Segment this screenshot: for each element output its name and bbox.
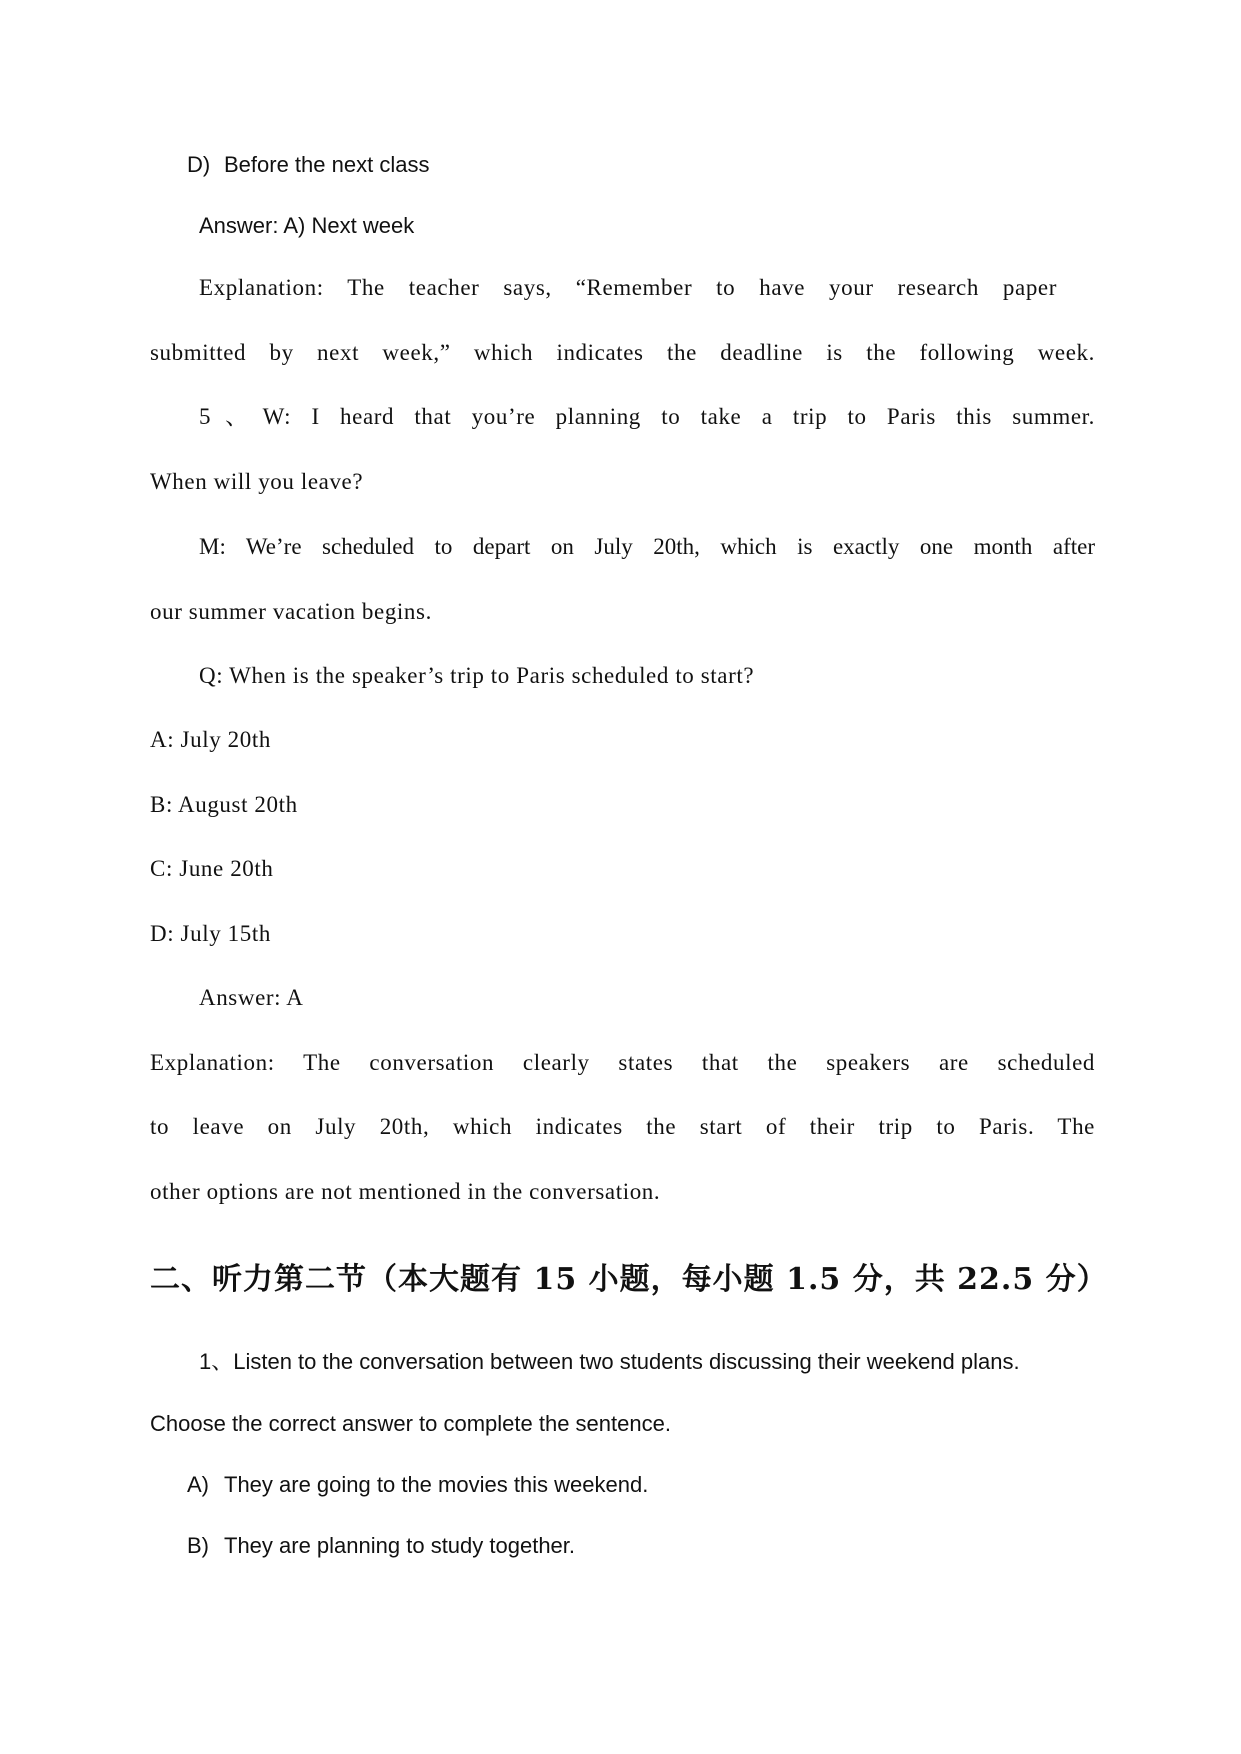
- dialogue-line: 5、W: I heard that you’re planning to take a trip to Paris this summer.: [199, 404, 1095, 429]
- option-b: B: August 20th: [150, 792, 298, 817]
- option-text: Before the next class: [224, 152, 430, 177]
- dialogue-line: When will you leave?: [150, 469, 364, 494]
- option-d: D: July 15th: [150, 921, 271, 946]
- option-letter: A): [187, 1472, 209, 1497]
- explanation-line: submitted by next week,” which indicates the deadline is the following week.: [150, 340, 1095, 365]
- option-text: They are going to the movies this weekend.: [224, 1472, 649, 1497]
- option-text: They are planning to study together.: [224, 1533, 576, 1558]
- question-prompt: Choose the correct answer to complete the sentence.: [150, 1411, 671, 1436]
- option-b: [187, 1535, 575, 1557]
- option-letter: B): [187, 1533, 209, 1558]
- option-c: C: June 20th: [150, 856, 274, 881]
- dialogue-line: our summer vacation begins.: [150, 599, 432, 624]
- dialogue-line: M: We’re scheduled to depart on July 20th, which is exactly one month after: [199, 534, 1095, 559]
- explanation-line: Explanation: The conversation clearly states that the speakers are scheduled: [150, 1050, 1095, 1075]
- explanation-line: Explanation: The teacher says, “Remember to have your research paper: [199, 275, 1057, 300]
- answer-line: Answer: A: [199, 985, 304, 1010]
- explanation-line: to leave on July 20th, which indicates the start of their trip to Paris. The: [150, 1114, 1095, 1139]
- option-a: [187, 1474, 648, 1496]
- section-heading: 二、听力第二节（本大题有 15 小题，每小题 1.5 分，共 22.5 分）: [150, 1262, 1108, 1297]
- option-a: A: July 20th: [150, 727, 271, 752]
- option-d: [187, 154, 429, 176]
- explanation-line: other options are not mentioned in the conversation.: [150, 1179, 661, 1204]
- answer-line: Answer: A) Next week: [199, 213, 415, 238]
- question-prompt: 1、Listen to the conversation between two students discussing their weekend plans.: [199, 1349, 1020, 1374]
- question-line: Q: When is the speaker’s trip to Paris scheduled to start?: [199, 663, 755, 688]
- option-letter: D): [187, 152, 211, 177]
